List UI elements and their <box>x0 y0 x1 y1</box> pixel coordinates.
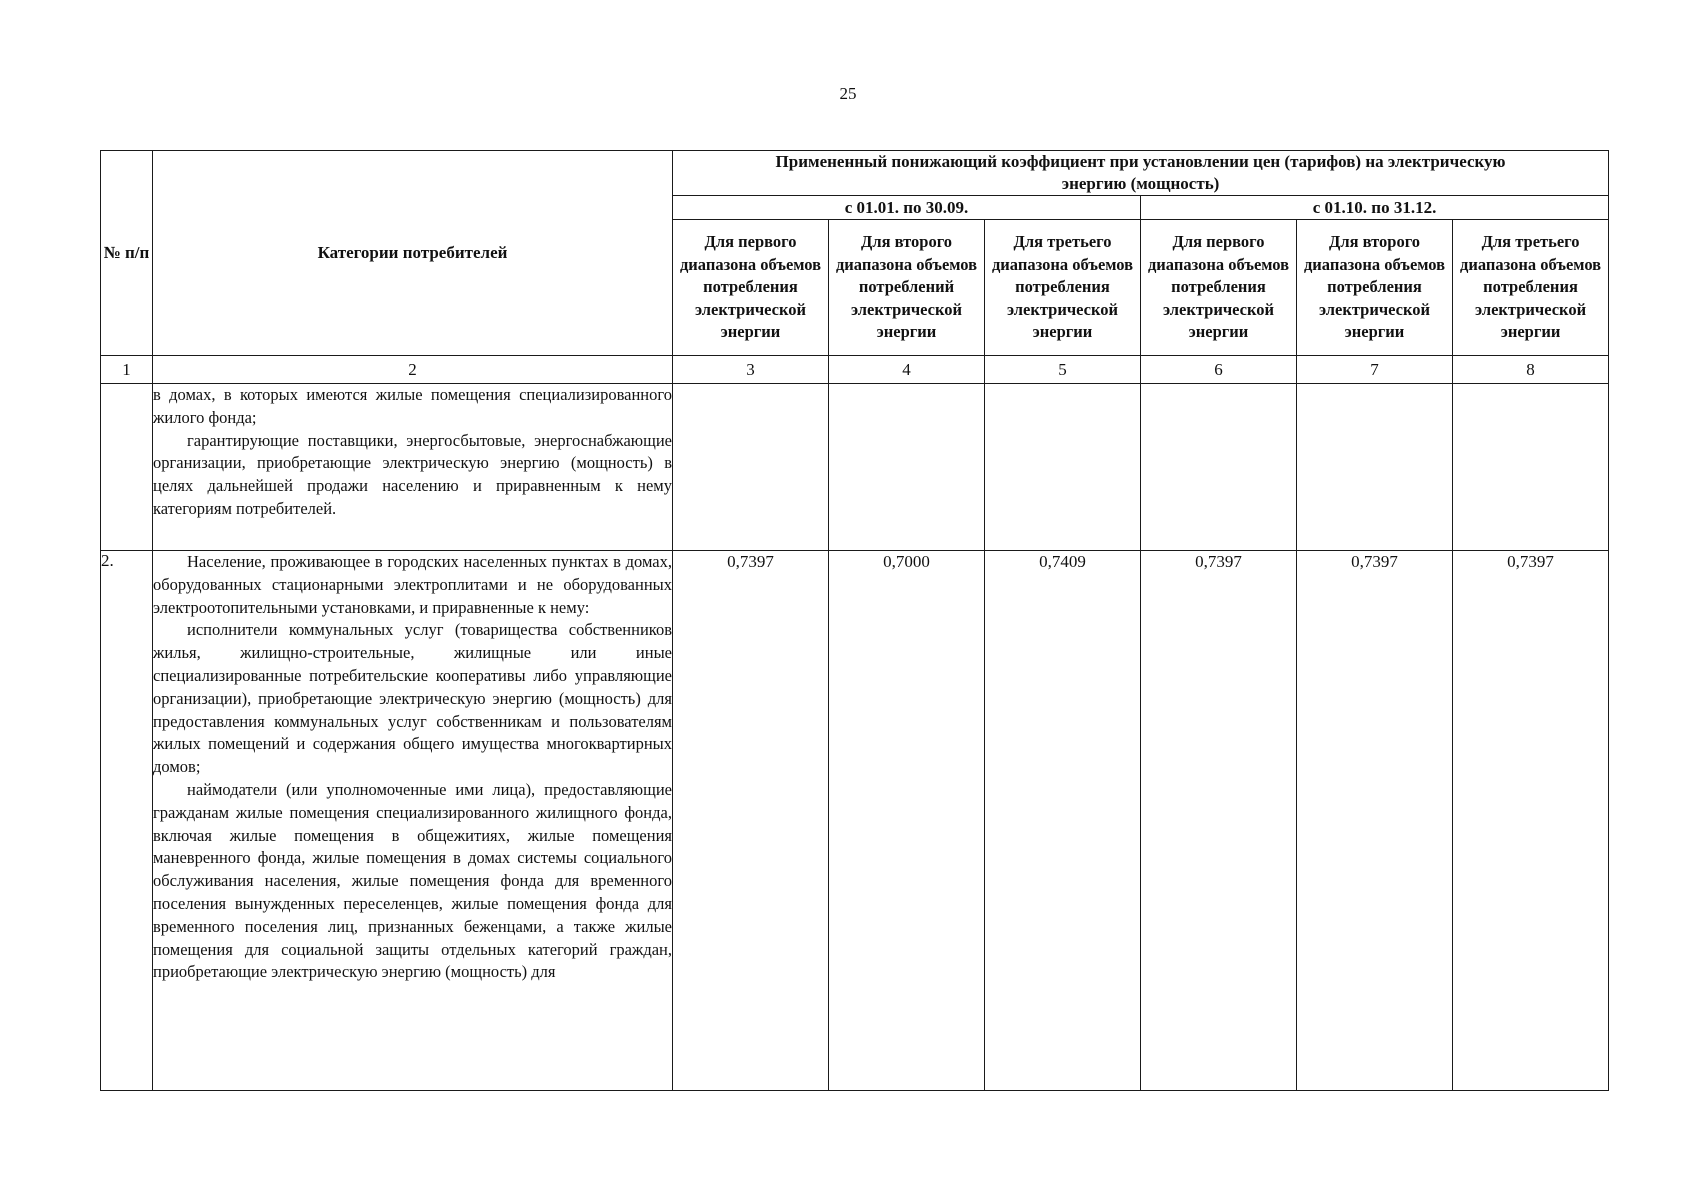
col-header-number: № п/п <box>101 151 153 356</box>
range-header: Для второго диапазона объемов потреблений электрической энергии <box>829 220 985 356</box>
coefficient-value: 0,7397 <box>1141 551 1297 1091</box>
coefficient-title: Примененный понижающий коэффициент при установлении цен (тарифов) на электрическую энергию (мощность) <box>673 151 1609 196</box>
range-header: Для первого диапазона объемов потребления электрической энергии <box>1141 220 1297 356</box>
column-number: 2 <box>153 356 673 384</box>
coefficient-value <box>1297 384 1453 551</box>
category-text <box>153 384 673 551</box>
range-header: Для третьего диапазона объемов потребления электрической энергии <box>1453 220 1609 356</box>
category-paragraph: в домах, в которых имеются жилые помещения специализированного жилого фонда; <box>153 385 672 427</box>
coefficient-value: 0,7397 <box>1297 551 1453 1091</box>
period-1-header: с 01.01. по 30.09. <box>673 196 1141 220</box>
category-paragraph: Население, проживающее в городских населенных пунктах в домах, оборудованных стационарными электроплитами и не оборудованных электроотопительными установками, и приравненные к нему: <box>153 552 672 617</box>
column-number: 8 <box>1453 356 1609 384</box>
column-number: 5 <box>985 356 1141 384</box>
coefficient-value <box>829 384 985 551</box>
coefficient-value <box>1453 384 1609 551</box>
column-number: 7 <box>1297 356 1453 384</box>
column-number-row <box>101 356 1609 384</box>
table-row <box>101 551 1609 1091</box>
range-header: Для первого диапазона объемов потребления электрической энергии <box>673 220 829 356</box>
table-row <box>101 384 1609 551</box>
row-index: 2. <box>101 551 153 1091</box>
range-header: Для второго диапазона объемов потребления электрической энергии <box>1297 220 1453 356</box>
column-number: 6 <box>1141 356 1297 384</box>
coefficient-value: 0,7000 <box>829 551 985 1091</box>
range-header: Для третьего диапазона объемов потребления электрической энергии <box>985 220 1141 356</box>
category-paragraph: исполнители коммунальных услуг (товарищества собственников жилья, жилищно-строительные, жилищные или иные специализированные потребительские кооперативы либо управляющие организации), приобретающие электрическую энергию (мощность) для предоставления коммунальных услуг собственникам и пользователям жилых помещений и содержания общего имущества многоквартирных домов; <box>153 620 672 777</box>
category-text <box>153 551 673 1091</box>
row-index <box>101 384 153 551</box>
col-header-category: Категории потребителей <box>153 151 673 356</box>
column-number: 4 <box>829 356 985 384</box>
category-paragraph: гарантирующие поставщики, энергосбытовые, энергоснабжающие организации, приобретающие электрическую энергию (мощность) в целях дальнейшей продажи населению и приравненным к нему категориям потребителей. <box>153 430 672 518</box>
coefficient-value <box>985 384 1141 551</box>
coefficient-value: 0,7409 <box>985 551 1141 1091</box>
column-number: 1 <box>101 356 153 384</box>
coefficient-value: 0,7397 <box>673 551 829 1091</box>
coefficient-table <box>100 150 1609 1091</box>
category-paragraph: наймодатели (или уполномоченные ими лица), предоставляющие гражданам жилые помещения специализированного жилищного фонда, включая жилые помещения в общежитиях, жилые помещения маневренного фонда, жилые помещения в домах системы социального обслуживания населения, жилые помещения фонда для временного поселения вынужденных переселенцев, жилые помещения фонда для временного поселения лиц, признанных беженцами, а также жилые помещения для социальной защиты отдельных категорий граждан, приобретающие электрическую энергию (мощность) для <box>153 779 672 982</box>
period-2-header: с 01.10. по 31.12. <box>1141 196 1609 220</box>
column-number: 3 <box>673 356 829 384</box>
page-number: 25 <box>839 84 857 103</box>
coefficient-value <box>673 384 829 551</box>
coefficient-value <box>1141 384 1297 551</box>
coefficient-value: 0,7397 <box>1453 551 1609 1091</box>
